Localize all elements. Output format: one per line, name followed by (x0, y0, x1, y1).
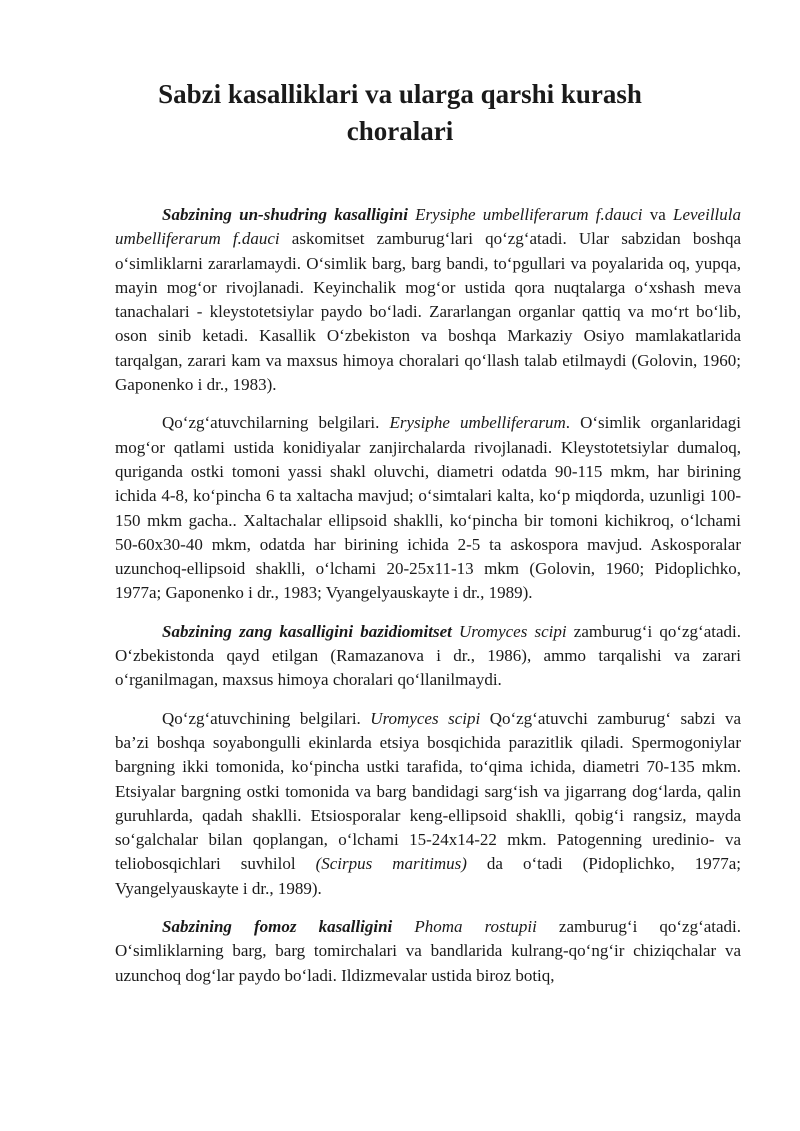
paragraph-lead: Sabzining un-shudring kasalligini (162, 205, 408, 224)
paragraph-text: Qo‘zg‘atuvchilarning belgilari. (162, 413, 390, 433)
paragraph-text: . O‘simlik organlaridagi mog‘or qatlami ustida konidiyalar zanjirchalarda rivojlanadi. Kleystotetsiylar dumaloq, quriganda ostki tomoni yassi shakl oluvchi, diametri odatda 90-115 mkm, har birining ichida 4-8, ko‘pincha 6 ta xaltacha mavjud; o‘simtalari kalta, ko‘p miqdorda, uzunligi 100-150 mkm gacha.. Xaltachalar ellipsoid shaklli, ko‘pincha bir tomoni kichikroq, o‘lchami 50-60x30-40 mkm, odatda har birining ichida 2-5 ta askospora mavjud. Askosporalar uzunchoq-ellipsoid shaklli, o‘lchami 20-25x11-13 mkm (Golovin, 1960; Pidoplichko, 1977a; Gaponenko i dr., 1983; Vyangelyauskayte i dr., 1989). (115, 413, 741, 603)
paragraph-text: Qo‘zg‘atuvchi zamburug‘ sabzi va ba’zi boshqa soyabongulli ekinlarda etsiya bosqichida parazitlik qiladi. Spermogoniylar bargning ikki tomonida, ko‘pincha ustki tarafida, to‘qima ichida, diametri 70-135 mkm. Etsiyalar bargning ostki tomonida va barg bandidagi sarg‘ish va jigarrang dog‘larda, qalin guruhlarda, qadah shaklli. Etsiosporalar keng-ellipsoid shaklli, qobig‘i rangsiz, mayda so‘galchalar bilan qoplangan, o‘lchami 15-24x14-22 mkm. Patogenning uredinio- va teliobosqichlari suvhilol (115, 708, 741, 874)
paragraph-text: va (642, 205, 674, 224)
paragraph-powdery-mildew (115, 203, 741, 397)
paragraph-rust-signs (115, 707, 741, 901)
species-name: (Scirpus maritimus) (315, 854, 467, 874)
paragraph-text: askomitset zamburug‘lari qo‘zg‘atadi. Ular sabzidan boshqa o‘simliklarni zararlamaydi. O‘simlik barg, barg bandi, to‘pgullari va poyalarida oq, yupqa, mayin mog‘or rivojlanadi. Keyinchalik mog‘or ustida qora nuqtalarga o‘xshash meva tanachalari - kleystotetsiylar paydo bo‘ladi. Zararlangan organlar qattiq va mo‘rt bo‘lib, oson sinib ketadi. Kasallik O‘zbekiston va boshqa Markaziy Osiyo mamlakatlarida tarqalgan, zarari kam va maxsus himoya choralari qo‘llash talab etilmaydi (Golovin, 1960; Gaponenko i dr., 1983). (115, 229, 741, 395)
paragraph-text: Qo‘zg‘atuvchining belgilari. (162, 708, 371, 728)
species-name: Leveillula umbelliferarum f.dauci (115, 205, 741, 249)
species-name: Erysiphe umbelliferarum (389, 413, 566, 433)
paragraph-phoma (115, 915, 741, 988)
paragraph-pathogen-signs (115, 411, 741, 605)
paragraph-text: zamburug‘i qo‘zg‘atadi. O‘simliklarning barg, barg tomirchalari va bandlarida kulrang-qo‘ng‘ir chiziqchalar va uzunchoq dog‘lar paydo bo‘ladi. Ildizmevalar ustida biroz botiq, (115, 917, 742, 985)
paragraph-lead: Sabzining fomoz kasalligini (162, 917, 393, 937)
species-name: Uromyces scipi (459, 621, 567, 641)
paragraph-text: da o‘tadi (Pidoplichko, 1977a; Vyangelyauskayte i dr., 1989). (115, 854, 741, 898)
paragraph-rust (115, 620, 741, 693)
species-name: Phoma rostupii (414, 917, 537, 937)
species-name: Erysiphe umbelliferarum f.dauci (415, 205, 643, 224)
document-body (115, 203, 741, 1002)
page-title: Sabzi kasalliklari va ularga qarshi kurash choralari (158, 79, 642, 146)
paragraph-text: zamburug‘i qo‘zg‘atadi. O‘zbekistonda qayd etilgan (Ramazanova i dr., 1986), ammo tarqalishi va zarari o‘rganilmagan, maxsus himoya choralari qo‘llanilmaydi. (115, 621, 742, 690)
species-name: Uromyces scipi (370, 708, 481, 728)
paragraph-lead: Sabzining zang kasalligini bazidiomitset (162, 621, 452, 641)
